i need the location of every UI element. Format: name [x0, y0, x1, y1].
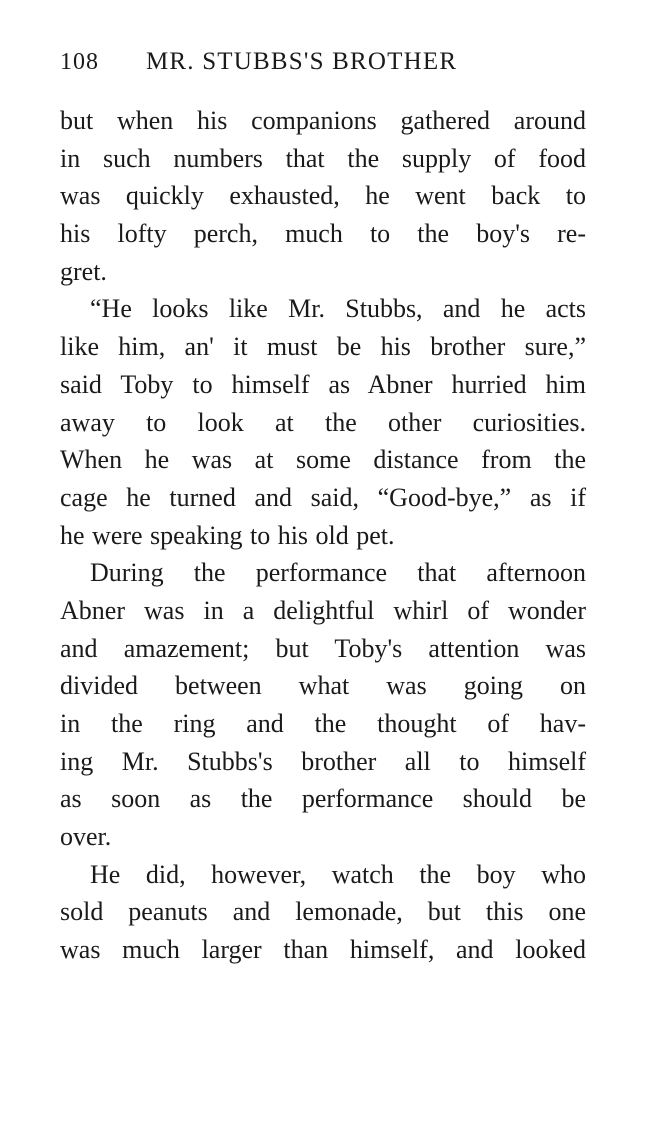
text-line: in the ring and the thought of hav-: [60, 709, 586, 738]
text-line: gret.: [60, 256, 107, 286]
text-body: [60, 102, 586, 969]
running-title: MR. STUBBS'S BROTHER: [146, 48, 458, 75]
text-line: During the performance that afternoon: [90, 558, 586, 588]
text-line: divided between what was going on: [60, 671, 586, 701]
text-line: like him, an' it must be his brother sure,”: [60, 332, 586, 362]
text-line: Abner was in a delightful whirl of wonder: [60, 595, 586, 625]
paragraph: [60, 856, 586, 969]
text-line: said Toby to himself as Abner hurried him: [60, 369, 586, 399]
text-line: but when his companions gathered around: [60, 106, 586, 135]
book-page: [60, 48, 586, 969]
text-line: When he was at some distance from the: [60, 445, 586, 475]
text-line: was quickly exhausted, he went back to: [60, 181, 586, 211]
page-number: 108: [60, 49, 99, 75]
text-line: sold peanuts and lemonade, but this one: [60, 897, 586, 927]
text-line: cage he turned and said, “Good-bye,” as if: [60, 482, 586, 512]
text-line: ing Mr. Stubbs's brother all to himself: [60, 746, 586, 776]
text-line: in such numbers that the supply of food: [60, 143, 586, 173]
text-line: as soon as the performance should be: [60, 784, 586, 814]
text-line: over.: [60, 822, 112, 852]
text-line: and amazement; but Toby's attention was: [60, 633, 586, 663]
text-line: was much larger than himself, and looked: [60, 935, 586, 965]
paragraph: [60, 554, 586, 856]
paragraph: [60, 290, 586, 554]
text-line: He did, however, watch the boy who: [90, 859, 586, 889]
text-line: his lofty perch, much to the boy's re-: [60, 219, 586, 249]
running-head: [60, 48, 586, 88]
text-line: “He looks like Mr. Stubbs, and he acts: [90, 294, 586, 324]
text-line: away to look at the other curiosities.: [60, 407, 586, 437]
text-line: he were speaking to his old pet.: [60, 520, 395, 550]
paragraph: [60, 102, 586, 290]
